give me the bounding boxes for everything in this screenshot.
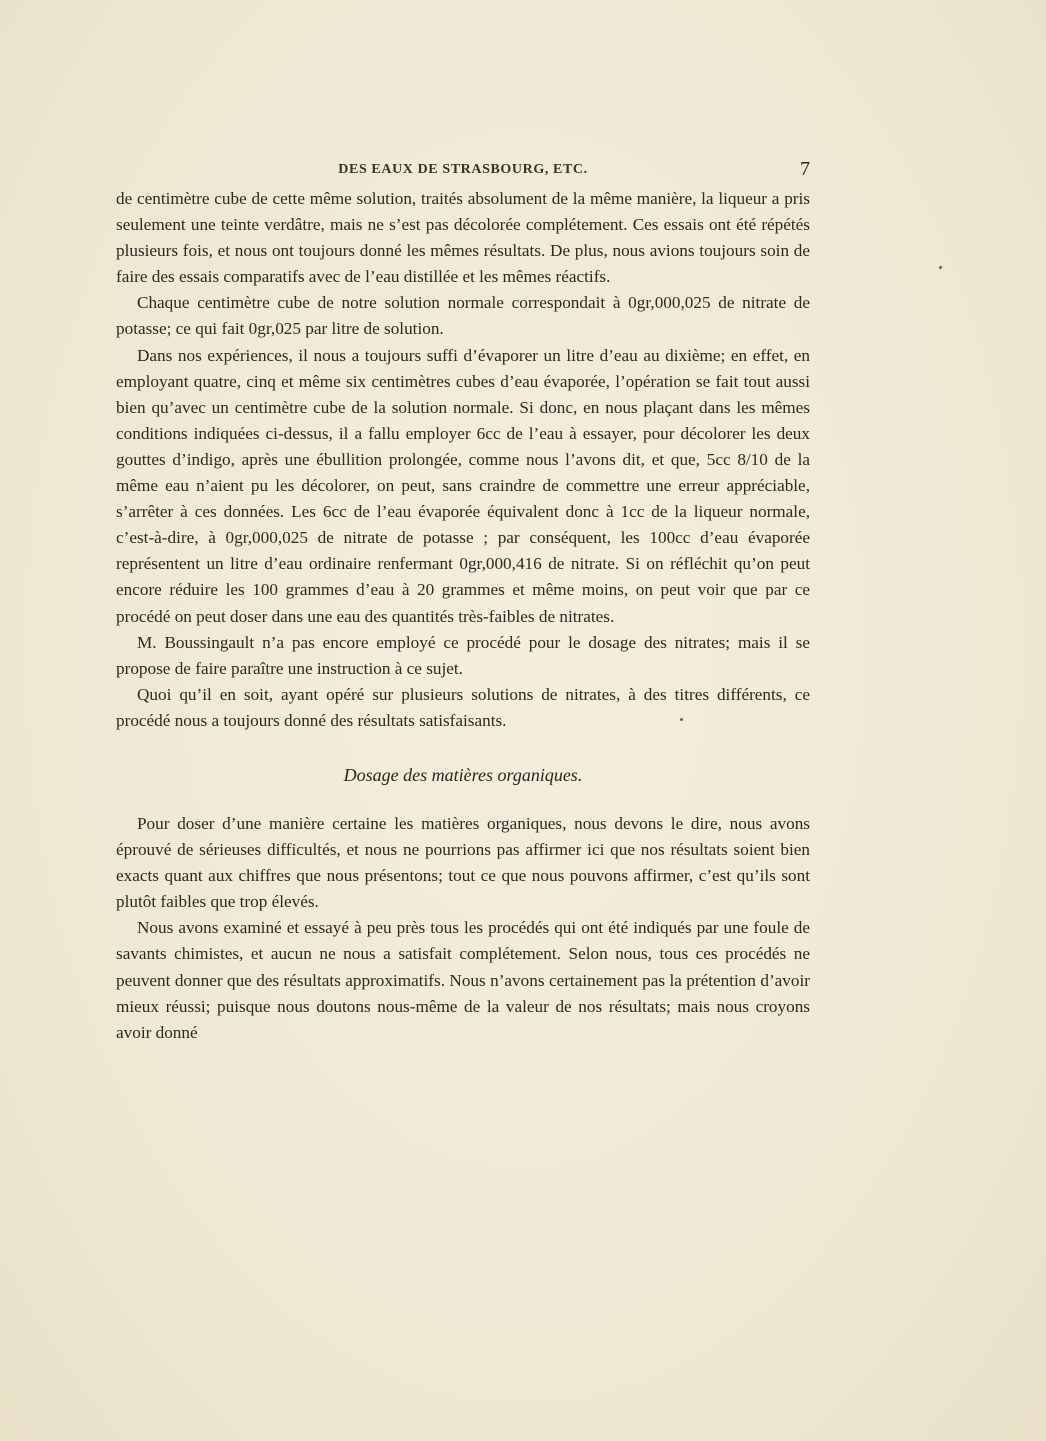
- paragraph-4: M. Boussingault n’a pas encore employé ce procédé pour le dosage des nitrates; mais il se propose de faire paraître une instruction à ce sujet.: [116, 632, 810, 678]
- paragraph-5: Quoi qu’il en soit, ayant opéré sur plusieurs solutions de nitrates, à des titres différents, ce procédé nous a toujours donné des résultats satisfaisants.: [116, 684, 810, 730]
- paragraph-3: Dans nos expériences, il nous a toujours suffi d’évaporer un litre d’eau au dixième; en effet, en employant quatre, cinq et même six centimètres cubes d’eau évaporée, l’opération se fait tout aussi bien qu’avec un centimètre cube de la solution normale. Si donc, en nous plaçant dans les mêmes conditions indiquées ci-dessus, il a fallu employer 6cc de l’eau à essayer, pour décolorer les deux gouttes d’indigo, après une ébullition prolongée, comme nous l’avons dit, et que, 5cc 8/10 de la même eau n’aient pu les décolorer, on peut, sans craindre de commettre une erreur appréciable, s’arrêter à ces données. Les 6cc de l’eau évaporée équivalent donc à 1cc de la liqueur normale, c’est-à-dire, à 0gr,000,025 de nitrate de potasse ; par conséquent, les 100cc d’eau évaporée représentent un litre d’eau ordinaire renfermant 0gr,000,416 de nitrate. Si on réfléchit qu’on peut encore réduire les 100 grammes d’eau à 20 grammes et même moins, on peut voir que par ce procédé on peut doser dans une eau des quantités très-faibles de nitrates.: [116, 345, 810, 626]
- paragraph-1: de centimètre cube de cette même solution, traités absolument de la même manière, la liqueur a pris seulement une teinte verdâtre, mais ne s’est pas décolorée complétement. Ces essais ont été répétés plusieurs fois, et nous ont toujours donné les mêmes résultats. De plus, nous avions toujours soin de faire des essais comparatifs avec de l’eau distillée et les mêmes réactifs.: [116, 189, 810, 287]
- body-text: [116, 186, 810, 1046]
- running-title: DES EAUX DE STRASBOURG, ETC.: [338, 162, 588, 177]
- section-paragraph-1: Pour doser d’une manière certaine les matières organiques, nous devons le dire, nous avons éprouvé de sérieuses difficultés, et nous ne pourrions pas affirmer ici que nos résultats soient bien exacts quant aux chiffres que nous présentons; tout ce que nous pouvons affirmer, c’est qu’ils sont plutôt faibles que trop élevés.: [116, 813, 810, 912]
- section-heading: Dosage des matières organiques.: [343, 764, 583, 785]
- running-head: [116, 158, 810, 184]
- section-paragraph-2: Nous avons examiné et essayé à peu près tous les procédés qui ont été indiqués par une foule de savants chimistes, et aucun ne nous a satisfait complétement. Selon nous, tous ces procédés ne peuvent donner que des résultats approximatifs. Nous n’avons certainement pas la prétention d’avoir mieux réussi; puisque nous doutons nous-même de la valeur de nos résultats; mais nous croyons avoir donné: [116, 918, 810, 1042]
- paper-speck: [680, 718, 683, 721]
- page-number: 7: [800, 158, 810, 180]
- paragraph-2: Chaque centimètre cube de notre solution normale correspondait à 0gr,000,025 de nitrate de potasse; ce qui fait 0gr,025 par litre de solution.: [116, 293, 810, 339]
- paper-speck: [939, 266, 942, 269]
